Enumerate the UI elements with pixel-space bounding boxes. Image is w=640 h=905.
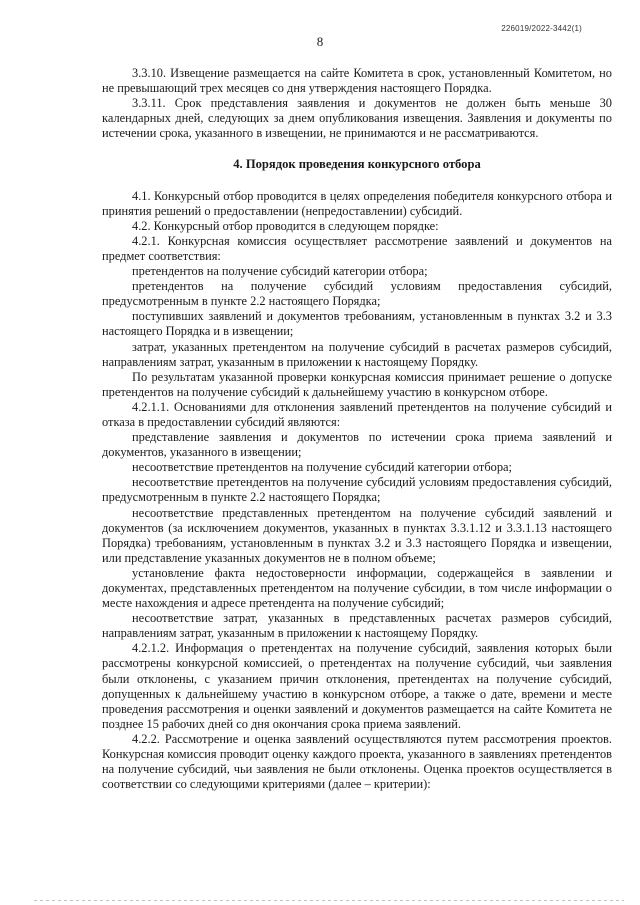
paragraph-decision: По результатам указанной проверки конкурсная комиссия принимает решение о допуске претендентов на получение субсидий к дальнейшему участию в конкурсном отборе. [102, 369, 612, 399]
list-item: несоответствие претендентов на получение субсидий условиям предоставления субсидий, предусмотренным в пункте 2.2 настоящего Порядка; [102, 475, 612, 505]
paragraph-4-2-2: 4.2.2. Рассмотрение и оценка заявлений осуществляются путем рассмотрения проектов. Конкурсная комиссия проводит оценку каждого проекта, указанного в заявлениях претендентов на получение субсидий, чьи заявления не были отклонены. Оценка проектов осуществляется в соответствии со следующими критериями (далее – критерии): [102, 731, 612, 792]
list-item: несоответствие представленных претендентом на получение субсидий заявлений и документов (за исключением документов, указанных в пунктах 3.3.1.12 и 3.3.1.13 настоящего Порядка) требованиям, установленным в пунктах 3.2 и 3.3 настоящего Порядка и извещении, или представление указанных документов не в полном объеме; [102, 505, 612, 565]
paragraph-4-2-1-2: 4.2.1.2. Информация о претендентах на получение субсидий, заявления которых были рассмотрены конкурсной комиссией, о претендентах на получение субсидий, чьи заявления были отклонены, с указанием причин отклонения, претендентах на получение субсидий, допущенных к дальнейшему участию в конкурсном отборе, а также о дате, времени и месте проведения рассмотрения и оценки заявлений и документов размещается на сайте Комитета не позднее 15 рабочих дней со дня окончания срока приема заявлений. [102, 641, 612, 731]
paragraph-3-3-10: 3.3.10. Извещение размещается на сайте Комитета в срок, установленный Комитетом, но не превышающий трех месяцев со дня утверждения настоящего Порядка. [102, 66, 612, 96]
list-item: претендентов на получение субсидий категории отбора; [132, 264, 428, 279]
list-item: представление заявления и документов по истечении срока приема заявлений и документов, указанного в извещении; [102, 430, 612, 460]
page-number: 8 [316, 34, 324, 49]
paragraph-4-1: 4.1. Конкурсный отбор проводится в целях определения победителя конкурсного отбора и принятия решений о предоставлении (непредоставлении) субсидий. [102, 188, 612, 218]
paragraph-4-2-1-1: 4.2.1.1. Основаниями для отклонения заявлений претендентов на получение субсидий и отказа в предоставлении субсидий являются: [102, 399, 612, 429]
list-item: затрат, указанных претендентом на получение субсидий в расчетах размеров субсидий, направлениям затрат, указанным в приложении к настоящему Порядку. [102, 339, 612, 369]
paragraph-3-3-11: 3.3.11. Срок представления заявления и документов не должен быть меньше 30 календарных дней, следующих за днем опубликования извещения. Заявления и документы по истечении срока, указанного в извещении, не принимаются и не рассматриваются. [102, 96, 612, 141]
list-item: поступивших заявлений и документов требованиям, установленным в пунктах 3.2 и 3.3 настоящего Порядка и в извещении; [102, 309, 612, 339]
list-item: несоответствие претендентов на получение субсидий категории отбора; [132, 460, 512, 475]
paragraph-4-2-1: 4.2.1. Конкурсная комиссия осуществляет рассмотрение заявлений и документов на предмет соответствия: [102, 233, 612, 263]
paragraph-4-2: 4.2. Конкурсный отбор проводится в следующем порядке: [132, 218, 439, 233]
list-item: установление факта недостоверности информации, содержащейся в заявлении и документах, представленных претендентом на получение субсидии, в том числе информации о месте нахождения и адресе претендента на получение субсидий; [102, 565, 612, 611]
section-heading: 4. Порядок проведения конкурсного отбора [233, 157, 481, 172]
scan-edge-line [34, 900, 624, 901]
document-id: 226019/2022-3442(1) [501, 24, 582, 33]
list-item: несоответствие затрат, указанных в представленных расчетах размеров субсидий, направлениям затрат, указанным в приложении к настоящему Порядку. [102, 611, 612, 641]
document-body [102, 66, 612, 792]
list-item: претендентов на получение субсидий условиям предоставления субсидий, предусмотренным в пункте 2.2 настоящего Порядка; [102, 279, 612, 309]
